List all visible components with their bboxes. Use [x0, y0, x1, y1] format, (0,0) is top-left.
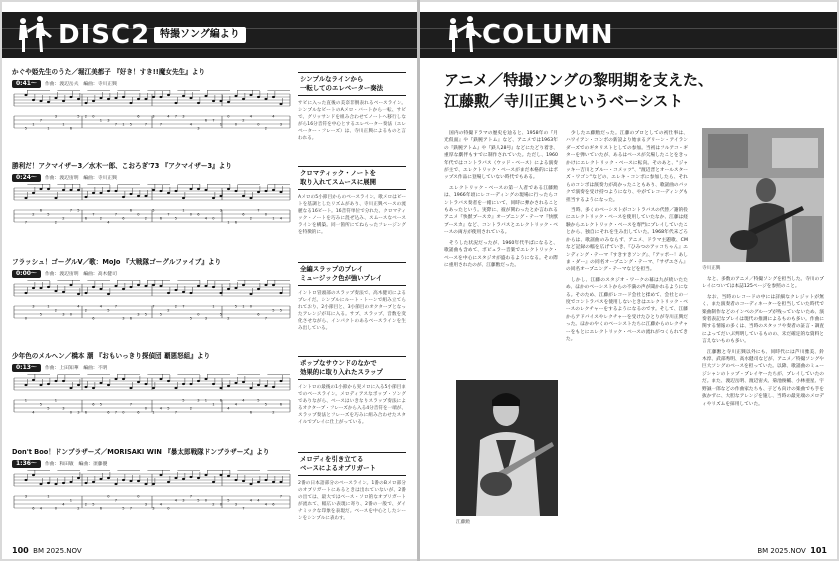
- svg-text:4: 4: [167, 114, 170, 119]
- svg-text:6: 6: [137, 114, 140, 119]
- svg-text:5: 5: [24, 126, 28, 131]
- svg-text:5: 5: [99, 402, 103, 407]
- svg-text:6: 6: [69, 126, 73, 131]
- svg-text:7: 7: [152, 304, 155, 309]
- svg-text:3: 3: [62, 312, 65, 317]
- commentary-text: イントロ冒頭部のスラップ奏法で、高木健司によるプレイだ。シンプルにルート・トーンで組み立てられており、2小節目と、3小節目のオクターブとなったアレンジが耳に入る。サブ、スラップ、音数を変化させながら、インパクトのあるベースラインを生み出している。: [298, 291, 406, 331]
- svg-text:4: 4: [272, 114, 275, 119]
- svg-text:6: 6: [84, 216, 88, 221]
- commentary-text: イントロの最後の1小節から実メロに入る5小節目までのベースライン。メロディアスなポップ・ソングでありながら、ベースはいきなりスラップ奏法によるオクターブ・フレーズから入る4分音符を一端が、スラップ奏法とフレーズを巧みに組み合わせたスタイルでプレイに仕上がっている。: [298, 385, 406, 425]
- svg-text:3: 3: [77, 410, 80, 415]
- paragraph: なと、多数のアニメ／特撮ソングを担当した。寺川のプレイについては本誌125ページを参照のこと。: [702, 277, 824, 290]
- svg-text:7: 7: [114, 304, 118, 309]
- svg-text:4: 4: [249, 498, 253, 503]
- svg-text:3: 3: [137, 312, 140, 317]
- commentary-text: 2番の日本語部分のベースライン。1番のBメロ部分のオブリガートにあるときは出れていないが、2番の出ては、最大ではベース・ソロ的なオブリガートが流れて、幅広い表現に寄り、2番の一般で、ダイナミックな印象を表現だ。ベースを中心としたシーンをシンプルに表わす。: [298, 481, 406, 521]
- song-entry: [12, 162, 406, 235]
- svg-text:2: 2: [84, 114, 88, 119]
- svg-text:0: 0: [24, 316, 28, 321]
- svg-text:0: 0: [204, 498, 208, 503]
- svg-text:7: 7: [159, 122, 163, 127]
- photo-eto-isao: [456, 380, 558, 516]
- commentary-heading: メロディを引き立てる ベースによるオブリガート: [298, 452, 406, 476]
- svg-text:6: 6: [272, 502, 275, 507]
- svg-text:3: 3: [152, 506, 155, 511]
- svg-text:0: 0: [92, 114, 95, 119]
- song-title: 少年色のメルヘン／橋本 潮 『おもいっきり探偵団 覇悪怒組』より: [12, 352, 211, 360]
- svg-text:6: 6: [129, 316, 133, 321]
- svg-text:2: 2: [84, 308, 88, 313]
- paragraph: 国内の特撮ドラマの歴史を辿ると、1958年の『月光仮面』や『鉄腕アトム』など、アニメでは1963年の『鉄腕アトム』や『鉄人28号』などにたどり着き、重厚な劇伴もすでに制作されていた。ただし、1960年代ではコントラバス（ウッド・ベース）による演奏が主で、エレクトリック・ベースがまだ本格的にはポップス作品に登場していない時代でもある。: [444, 131, 558, 181]
- song-title: かぐや姫先生のうた／堀江美都子 『好き！すき!!魔女先生』より: [12, 68, 205, 76]
- svg-text:7: 7: [242, 506, 245, 511]
- svg-text:5: 5: [77, 114, 80, 119]
- svg-text:2: 2: [189, 406, 193, 411]
- svg-text:4: 4: [77, 304, 80, 309]
- svg-text:4: 4: [159, 406, 163, 411]
- svg-text:7: 7: [174, 114, 178, 119]
- paragraph: エレクトリック・ベースの第一人者である江藤勲は、1966年頃にレコーディングの現場に行ったらコントラバス奏者を一緒にいて、同時に弾かされることもあったという。実際に、彼が関わったとか言われるアニメ『快獣ブースカ』オープニング・テーマ『快獣ブースカ』など、コントラバスとエレクトリック・ベースの両方が使用されている。: [444, 185, 558, 236]
- svg-text:5: 5: [234, 304, 238, 309]
- song-title: 勝利だ！アクマイザー3／水木一郎、こおろぎ'73 『アクマイザー3』より: [12, 162, 232, 170]
- svg-text:3: 3: [182, 114, 185, 119]
- svg-text:3: 3: [144, 502, 148, 507]
- svg-text:1: 1: [204, 398, 208, 403]
- song-credit: 作曲：渡辺宙明 編曲：寺川正興: [44, 176, 117, 181]
- svg-text:7: 7: [92, 212, 95, 217]
- svg-text:6: 6: [92, 402, 95, 407]
- disc-label: DISC2: [58, 20, 151, 50]
- svg-text:3: 3: [234, 502, 238, 507]
- commentary-box: [298, 166, 406, 236]
- svg-text:4: 4: [189, 122, 193, 127]
- svg-text:6: 6: [204, 118, 208, 123]
- page-folio-right: [757, 546, 827, 555]
- svg-text:5: 5: [272, 308, 275, 313]
- svg-text:5: 5: [39, 312, 43, 317]
- svg-text:3: 3: [182, 498, 185, 503]
- svg-text:1: 1: [219, 122, 223, 127]
- svg-text:6: 6: [39, 208, 43, 213]
- svg-text:0: 0: [197, 312, 200, 317]
- portrait-image: [456, 380, 558, 516]
- song-entry: [12, 448, 406, 521]
- bass-notation: [12, 470, 292, 514]
- svg-text:5: 5: [144, 312, 148, 317]
- svg-text:6: 6: [129, 208, 133, 213]
- svg-text:5: 5: [227, 498, 230, 503]
- article-column-3: [702, 276, 824, 550]
- svg-text:6: 6: [84, 410, 88, 415]
- svg-text:3: 3: [107, 118, 110, 123]
- svg-text:2: 2: [174, 304, 178, 309]
- svg-text:6: 6: [137, 410, 140, 415]
- svg-text:1: 1: [24, 398, 28, 403]
- time-badge: 1:36〜: [12, 460, 41, 468]
- svg-text:5: 5: [107, 308, 110, 313]
- bass-notation: [12, 374, 292, 418]
- commentary-heading: ポップなサウンドのなかで 効果的に取り入れたスラップ: [298, 356, 406, 380]
- song-entry: [12, 258, 406, 331]
- svg-text:5: 5: [182, 398, 185, 403]
- svg-text:2: 2: [144, 216, 148, 221]
- disc-sub-pill: [154, 27, 246, 43]
- svg-text:1: 1: [54, 398, 58, 403]
- svg-text:2: 2: [77, 506, 80, 511]
- svg-text:1: 1: [47, 304, 50, 309]
- svg-text:2: 2: [62, 216, 65, 221]
- commentary-box: [298, 262, 406, 332]
- issue-label: BM 2025.NOV: [757, 547, 806, 555]
- svg-text:2: 2: [227, 316, 230, 321]
- svg-text:2: 2: [32, 212, 35, 217]
- svg-text:6: 6: [92, 316, 95, 321]
- column-label: COLUMN: [482, 20, 614, 50]
- svg-text:5: 5: [47, 212, 50, 217]
- bass-notation: [12, 184, 292, 228]
- svg-text:7: 7: [129, 402, 133, 407]
- svg-text:0: 0: [54, 506, 58, 511]
- song-credit: 作曲：上田知華 編曲：不明: [44, 366, 108, 371]
- svg-text:7: 7: [264, 316, 268, 321]
- svg-text:5: 5: [47, 406, 50, 411]
- svg-text:1: 1: [99, 118, 103, 123]
- paragraph: 当時、多くのベーシストがコントラバスの代替／謝的役にエレクトリック・ベースを使用していたなか、江藤は経験からエレクトリック・ベースを専門にプレイしていたことから、独自にそれを生み出していた。1968年代末ごろからは、歌謡曲のみならず、アニメ、ドラマ主題歌、CMなど記録の幅を広げていき、『ひみつのアッコちゃん』エンディング・テーマ『すきすきソング』、『アッポー！あしま・ダー』の同名オープニング・テーマ、『サザエさん』の同名オープニング・テーマなどを担当。: [566, 208, 688, 273]
- band-silhouette-icon: [14, 12, 54, 58]
- svg-text:4: 4: [279, 216, 283, 221]
- svg-text:7: 7: [174, 410, 178, 415]
- svg-text:4: 4: [257, 498, 260, 503]
- svg-text:0: 0: [189, 212, 193, 217]
- svg-text:1: 1: [69, 498, 73, 503]
- paragraph: なお、当時のレコードの中には詳細なクレジットが無く、また演奏者のコーディネーターを担当していた時代で楽曲制作などのインベのグループが残っていないため、演奏者表記なプレイは現代の推測によるものも多い。作曲に関する情報の多くは、当時のスタッフや奏者の証言・調査によってだいぶ判明しているものの、未だ確定的な資料と言えないものも多い。: [702, 294, 824, 345]
- commentary-heading: 全編スラップのプレイ ミュージック色が強いプレイ: [298, 262, 406, 286]
- disc-header-bar: [2, 12, 417, 58]
- svg-text:0: 0: [167, 506, 170, 511]
- svg-text:1: 1: [272, 216, 275, 221]
- svg-text:2: 2: [264, 126, 268, 131]
- svg-text:5: 5: [77, 208, 80, 213]
- time-badge: 0:24〜: [12, 174, 41, 182]
- svg-text:6: 6: [279, 402, 283, 407]
- svg-text:5: 5: [92, 502, 95, 507]
- svg-text:6: 6: [234, 220, 238, 225]
- commentary-heading: クロマティック・ノートを 取り入れてスムースに展開: [298, 166, 406, 190]
- svg-text:7: 7: [182, 304, 185, 309]
- svg-text:5: 5: [122, 506, 125, 511]
- svg-text:4: 4: [174, 498, 178, 503]
- svg-text:5: 5: [39, 402, 43, 407]
- svg-text:7: 7: [189, 494, 193, 499]
- song-credit: 作曲：渡辺岳夫 編曲：寺川正興: [44, 82, 117, 87]
- svg-text:0: 0: [264, 212, 268, 217]
- svg-text:1: 1: [122, 122, 125, 127]
- svg-text:5: 5: [167, 406, 170, 411]
- svg-text:1: 1: [212, 402, 215, 407]
- svg-text:4: 4: [234, 402, 238, 407]
- svg-text:7: 7: [114, 122, 118, 127]
- svg-text:1: 1: [47, 494, 50, 499]
- svg-text:3: 3: [152, 114, 155, 119]
- svg-text:7: 7: [212, 118, 215, 123]
- svg-text:6: 6: [257, 312, 260, 317]
- svg-text:6: 6: [197, 212, 200, 217]
- disc-sub-label: 特撮ソング編より: [160, 29, 240, 40]
- svg-text:5: 5: [264, 402, 268, 407]
- svg-text:5: 5: [189, 316, 193, 321]
- svg-text:2: 2: [272, 410, 275, 415]
- svg-text:0: 0: [107, 494, 110, 499]
- svg-text:6: 6: [32, 506, 35, 511]
- svg-text:3: 3: [219, 208, 223, 213]
- svg-text:0: 0: [69, 312, 73, 317]
- commentary-text: Aメロの5小節目からのベースライン。歌メロはビートを基調としたリズムがあり、寺川正興ペースの流麗なる16ビート。16音符単位で分れた、クロマティック・ノートを巧みに混ぜ込み、スムースなベースラインを構築。同一箇所にてねらったフレージングを特徴的に。: [298, 195, 406, 235]
- svg-text:1: 1: [62, 122, 65, 127]
- svg-text:0: 0: [234, 122, 238, 127]
- svg-text:0: 0: [137, 494, 140, 499]
- svg-text:2: 2: [167, 308, 170, 313]
- svg-text:3: 3: [62, 406, 65, 411]
- svg-text:7: 7: [114, 212, 118, 217]
- svg-text:1: 1: [152, 410, 155, 415]
- article-headline: [444, 70, 713, 112]
- svg-text:7: 7: [24, 220, 28, 225]
- song-title: フラッシュ！ゴーグルV／歌：MoJo 『大戦隊ゴーグルファイブ』より: [12, 258, 222, 266]
- svg-text:5: 5: [174, 216, 178, 221]
- svg-text:4: 4: [264, 502, 268, 507]
- article-column-1: [444, 130, 558, 380]
- column-header-bar: [420, 12, 837, 58]
- paragraph: 少したエ藤勲だった。江藤のプロとしての初仕事は、ハワイアン・コンボの新設より始まるグリーン・アイランダーズでのギタリストとしての参加。当初はフルアコ・ギターを弾いていたが、あるはベースが欠場したことをきっかけにエレクトリック・ベースに転向。そのあと、"ジャッキー吉川とブルー・コメッツ"、"渡辺晋とオールスターズ・ワゴン"などの、エレキ・コンボに参加したら、それらのコンボは演奏力が高かったこともあり、歌謡曲のバックで演奏を受け持つようになり、やがてレコーディングも担当するようになった。: [566, 131, 688, 203]
- svg-text:2: 2: [84, 502, 88, 507]
- svg-text:2: 2: [54, 308, 58, 313]
- song-credit: 作曲：和田敏 編曲：須藤優: [44, 462, 108, 467]
- svg-text:1: 1: [212, 304, 215, 309]
- svg-text:2: 2: [242, 118, 245, 123]
- svg-text:0: 0: [212, 216, 215, 221]
- svg-text:3: 3: [279, 122, 283, 127]
- svg-text:4: 4: [99, 304, 103, 309]
- svg-text:4: 4: [227, 406, 230, 411]
- svg-text:0: 0: [122, 410, 125, 415]
- photo-caption: 寺川正興: [702, 266, 721, 271]
- svg-text:2: 2: [249, 216, 253, 221]
- svg-text:5: 5: [257, 398, 260, 403]
- paragraph: しかし、江藤のスタジオ・ワークの幕は九が続いたため、ほかのベーシストからの不満の声が聞かれるようになる。そのため、江藤がレコード会社と揉めて、会社との一度でコントラバスを使用しないときはエレクトリック・ベースのレクチャーをするようになるのです。そして、江藤からアドバイスやレクチャーを受けたひとりが寺川正興だった。ほかのやくのベーシストたちに江藤からのレクチャーをもとにエレクトリック・ベースの流れがつくられてきた。: [566, 277, 688, 342]
- svg-text:6: 6: [249, 410, 253, 415]
- svg-text:0: 0: [219, 502, 223, 507]
- svg-text:0: 0: [249, 304, 253, 309]
- headline-line: 江藤勲／寺川正興というベーシスト: [444, 92, 684, 110]
- svg-text:4: 4: [32, 410, 35, 415]
- svg-text:1: 1: [32, 122, 35, 127]
- svg-text:6: 6: [219, 398, 223, 403]
- svg-text:0: 0: [137, 212, 140, 217]
- svg-text:2: 2: [54, 220, 58, 225]
- photo-terakawa-masaoki: [702, 128, 824, 262]
- svg-text:3: 3: [197, 398, 200, 403]
- svg-text:6: 6: [99, 506, 103, 511]
- svg-text:0: 0: [69, 410, 73, 415]
- commentary-heading: シンプルなラインから 一転してのエレベーター奏法: [298, 72, 406, 96]
- svg-text:7: 7: [114, 498, 118, 503]
- commentary-box: [298, 356, 406, 426]
- song-entry: [12, 352, 406, 425]
- svg-text:1: 1: [242, 304, 245, 309]
- svg-text:7: 7: [69, 208, 73, 213]
- svg-text:5: 5: [279, 308, 283, 313]
- svg-text:5: 5: [152, 208, 155, 213]
- svg-text:7: 7: [257, 208, 260, 213]
- page-number: 101: [810, 546, 827, 555]
- song-entry: [12, 68, 406, 141]
- time-badge: 0:00〜: [12, 270, 41, 278]
- svg-text:1: 1: [47, 126, 50, 131]
- svg-text:3: 3: [204, 316, 208, 321]
- song-title: Don't Boo！ドンプラザーズ／MORISAKI WIN 『暴太郎戦隊ドンブラザーズ』より: [12, 448, 270, 456]
- svg-text:2: 2: [212, 502, 215, 507]
- svg-text:3: 3: [54, 114, 58, 119]
- page-folio-left: [12, 546, 82, 555]
- svg-text:4: 4: [159, 502, 163, 507]
- svg-text:0: 0: [227, 114, 230, 119]
- commentary-box: [298, 72, 406, 142]
- svg-text:3: 3: [32, 304, 35, 309]
- article-column-2: [566, 130, 688, 550]
- right-page: [420, 2, 837, 559]
- svg-text:4: 4: [249, 114, 253, 119]
- svg-text:4: 4: [62, 502, 65, 507]
- band-silhouette-icon: [444, 12, 484, 58]
- paragraph: そうした状況だったが、1960年代半ばになると、歌謡曲も含めて、ポピュラー音楽でエレクトリック・ベースを中心にスタジオが盛わるようになる。その際に重用されたのが、江藤勲だった。: [444, 240, 558, 268]
- photo-caption: 江藤勲: [456, 520, 470, 525]
- svg-text:6: 6: [107, 410, 110, 415]
- svg-text:7: 7: [39, 118, 43, 123]
- svg-text:3: 3: [122, 316, 125, 321]
- song-credit: 作曲：渡辺宙明 編曲：高木健司: [44, 272, 117, 277]
- svg-text:0: 0: [144, 406, 148, 411]
- svg-text:5: 5: [197, 498, 200, 503]
- svg-text:5: 5: [219, 312, 223, 317]
- portrait-image: [702, 128, 824, 262]
- commentary-text: サビに入った直後の美奈非倒表れるベースライン。シンプルなビートのAメロ・バートから一転、サビで、グリッサンドを組み合わせてノートへ移行しながら16分音符を中心とするエレベーター奏法（エレベーター・フレーズ）は、寺川正興によるものと言われる。: [298, 101, 406, 141]
- svg-text:7: 7: [279, 494, 283, 499]
- svg-text:7: 7: [129, 506, 133, 511]
- svg-text:1: 1: [227, 220, 230, 225]
- svg-text:0: 0: [257, 122, 260, 127]
- svg-text:2: 2: [99, 216, 103, 221]
- paragraph: 江藤勲と寺川正興以外にも、同時代には芦川雅美、鈴木淳、武部秀明、高水健司などが、アニメ／特撮ソングや巨大ソングのベースを担っていた。以降、歌謡曲のミュージシャンのトップ・プレイヤーたちが、プレイしていたのだ。また、渡辺岳明、渡辺宙夫、菊池俊輔、小林亜星、宇野誠一郎などの作曲家たちも、子ども向けの楽曲でも手を抜かずに、大胆なアレンジを施し、当時の最先端のメロディやリズムを採用していた。: [702, 349, 824, 407]
- svg-text:3: 3: [24, 494, 28, 499]
- svg-text:6: 6: [159, 216, 163, 221]
- svg-text:3: 3: [197, 126, 200, 131]
- headline-line: アニメ／特撮ソングの黎明期を支えた、: [444, 71, 713, 89]
- svg-text:7: 7: [144, 122, 148, 127]
- svg-text:1: 1: [182, 208, 185, 213]
- svg-text:5: 5: [159, 312, 163, 317]
- svg-text:4: 4: [107, 220, 110, 225]
- svg-text:7: 7: [167, 212, 170, 217]
- svg-text:7: 7: [114, 410, 118, 415]
- commentary-box: [298, 452, 406, 522]
- issue-label: BM 2025.NOV: [33, 547, 82, 555]
- svg-text:6: 6: [122, 216, 125, 221]
- left-page: [2, 2, 417, 559]
- svg-text:4: 4: [39, 506, 43, 511]
- bass-notation: [12, 90, 292, 134]
- svg-text:4: 4: [242, 398, 245, 403]
- svg-text:5: 5: [129, 122, 133, 127]
- bass-notation: [12, 280, 292, 324]
- time-badge: 0:41〜: [12, 80, 41, 88]
- time-badge: 0:13〜: [12, 364, 41, 372]
- svg-text:4: 4: [204, 216, 208, 221]
- page-number: 100: [12, 546, 29, 555]
- svg-text:6: 6: [242, 212, 245, 217]
